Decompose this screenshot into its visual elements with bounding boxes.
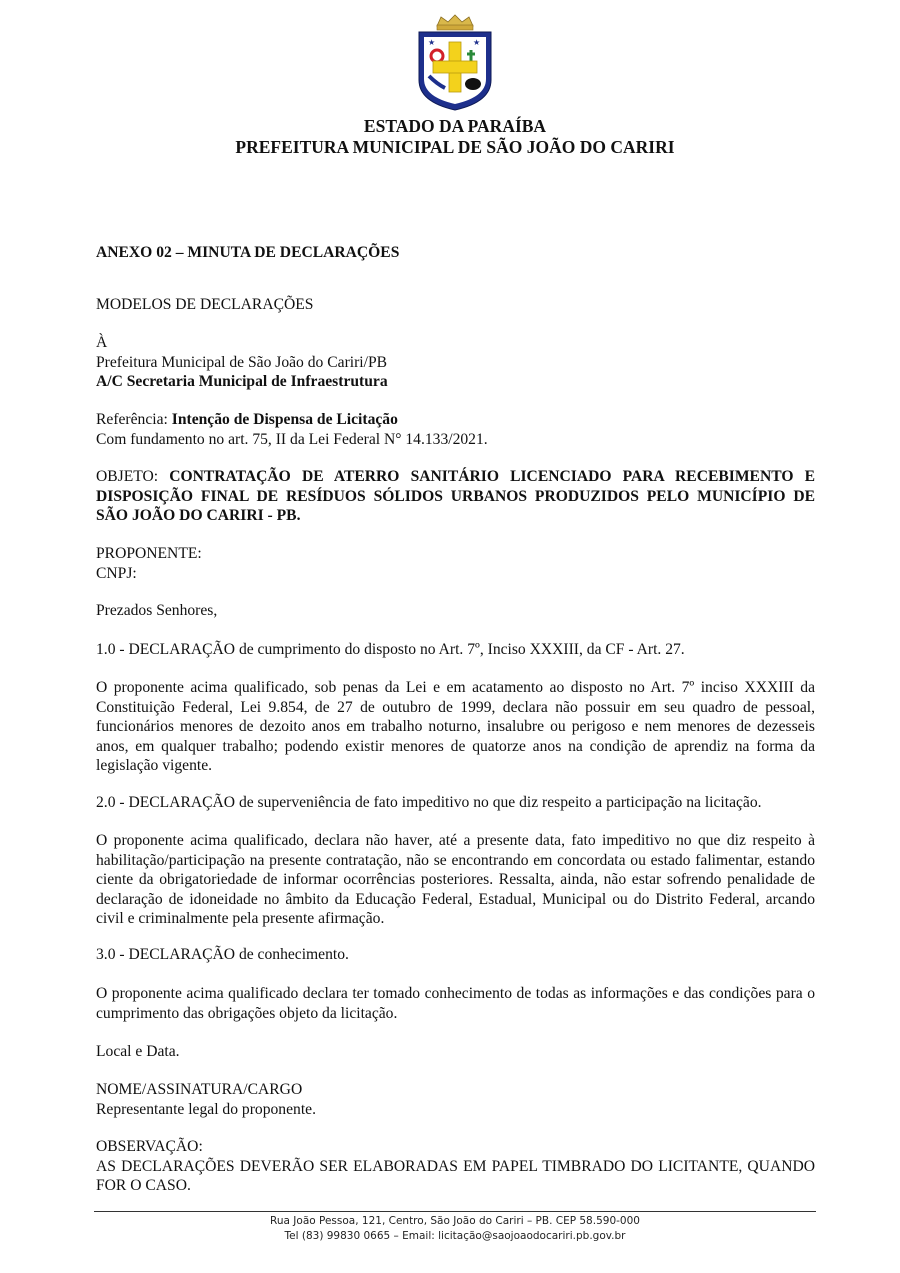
reference-basis: Com fundamento no art. 75, II da Lei Federal N° 14.133/2021.: [96, 430, 488, 448]
place-date: Local e Data.: [96, 1043, 180, 1060]
object-label: OBJETO:: [96, 468, 170, 485]
observation-label: OBSERVAÇÃO:: [96, 1138, 203, 1155]
declaration-3-body: O proponente acima qualificado declara ter tomado conhecimento de todas as informações e das condições para o cumprimento das obrigações objeto da licitação.: [96, 985, 815, 1022]
observation-text: AS DECLARAÇÕES DEVERÃO SER ELABORADAS EM PAPEL TIMBRADO DO LICITANTE, QUANDO FOR O CASO.: [96, 1157, 815, 1195]
signature: [96, 1080, 815, 1119]
municipal-crest-icon: [415, 12, 495, 112]
object-value: CONTRATAÇÃO DE ATERRO SANITÁRIO LICENCIADO PARA RECEBIMENTO E DISPOSIÇÃO FINAL DE RESÍDUOS SÓLIDOS URBANOS PRODUZIDOS PELO MUNICÍPIO DE SÃO JOÃO DO CARIRI - PB.: [96, 468, 815, 525]
footer-divider: [94, 1211, 816, 1212]
addressee-to: À: [96, 334, 108, 351]
object: [96, 467, 815, 526]
declaration-2-body: O proponente acima qualificado, declara não haver, até a presente data, fato impeditivo no que diz respeito à habilitação/participação na presente contratação, não se encontrando em concordata ou estado falimentar, estando ciente da obrigatoriedade de informar ocorrências posteriores. Ressalta, ainda, não estar sofrendo penalidade de declaração de idoneidade no âmbito da Educação Federal, Estadual, Municipal ou do Distrito Federal, arcando civil e criminalmente pela presente afirmação.: [96, 832, 815, 928]
reference-label: Referência:: [96, 411, 172, 428]
svg-text:★: ★: [473, 38, 481, 47]
salutation: Prezados Senhores,: [96, 602, 218, 619]
addressee-attn: A/C Secretaria Municipal de Infraestrutura: [96, 373, 388, 391]
svg-text:★: ★: [428, 38, 436, 47]
reference-value: Intenção de Dispensa de Licitação: [171, 411, 398, 428]
header-state: ESTADO DA PARAÍBA: [363, 116, 547, 136]
signature-role: Representante legal do proponente.: [96, 1100, 316, 1118]
footer-contact: Tel (83) 99830 0665 – Email: licitação@saojoaodocariri.pb.gov.br: [284, 1230, 626, 1242]
addressee: [96, 333, 815, 392]
header-prefecture: PREFEITURA MUNICIPAL DE SÃO JOÃO DO CARIRI: [235, 137, 675, 157]
footer-address: Rua João Pessoa, 121, Centro, São João do Cariri – PB. CEP 58.590-000: [270, 1215, 640, 1227]
cnpj-label: CNPJ:: [96, 564, 137, 582]
reference: [96, 410, 815, 449]
addressee-org: Prefeitura Municipal de São João do Cariri/PB: [96, 353, 388, 371]
models-title: MODELOS DE DECLARAÇÕES: [96, 296, 314, 313]
annex-title: ANEXO 02 – MINUTA DE DECLARAÇÕES: [96, 244, 400, 261]
proponent: [96, 544, 815, 583]
declaration-1-body: O proponente acima qualificado, sob penas da Lei e em acatamento ao disposto no Art. 7º inciso XXXIII da Constituição Federal, Lei 9.854, de 27 de outubro de 1999, declara não possuir em seu quadro de pessoal, funcionários menores de dezoito anos em trabalho noturno, insalubre ou perigoso e nem menores de dezesseis anos, em qualquer trabalho; podendo existir menores de quatorze anos na condição de aprendiz na forma da legislação vigente.: [96, 679, 815, 775]
signature-name: NOME/ASSINATURA/CARGO: [96, 1081, 303, 1098]
proponent-label: PROPONENTE:: [96, 545, 202, 562]
declaration-1-title: 1.0 - DECLARAÇÃO de cumprimento do disposto no Art. 7º, Inciso XXXIII, da CF - Art. 27.: [96, 641, 685, 658]
declaration-2-title: 2.0 - DECLARAÇÃO de superveniência de fato impeditivo no que diz respeito a participação na licitação.: [96, 794, 762, 811]
declaration-3-title: 3.0 - DECLARAÇÃO de conhecimento.: [96, 946, 349, 963]
observation: [96, 1137, 815, 1196]
